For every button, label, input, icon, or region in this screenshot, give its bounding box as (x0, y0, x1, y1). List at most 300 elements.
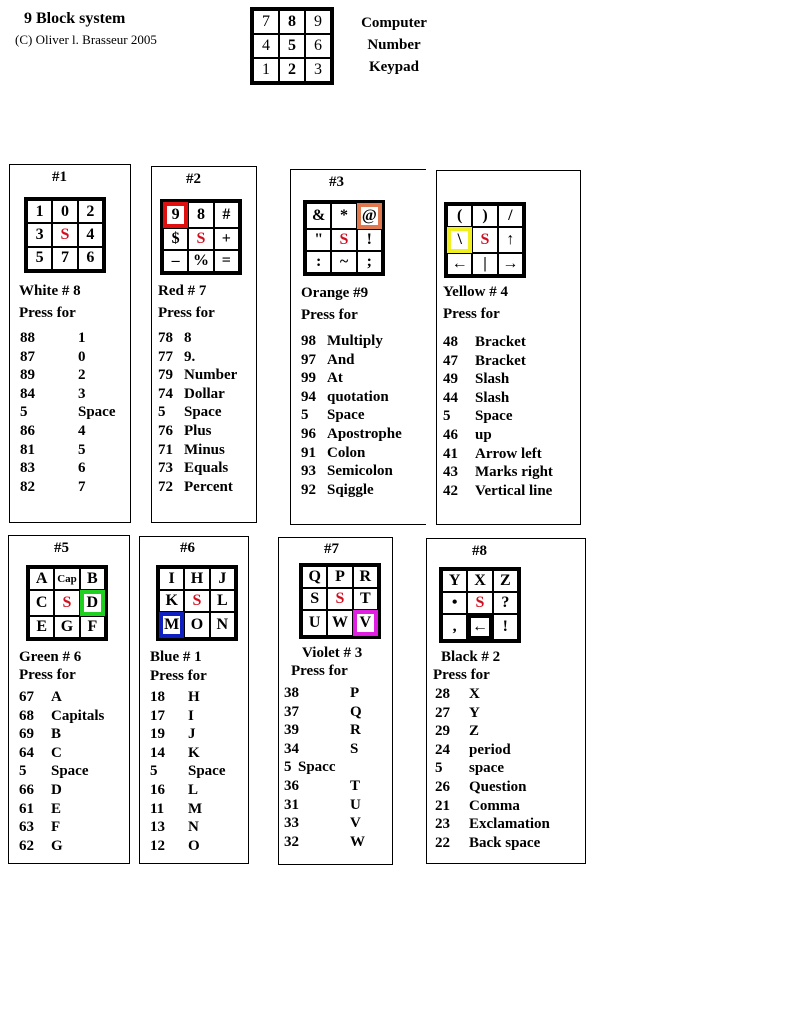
code-number: 38 (284, 685, 299, 701)
grid-cell: $ (163, 228, 188, 250)
code-meaning: Exclamation (469, 816, 550, 833)
code-list (435, 685, 550, 852)
highlighted-cell: \ (447, 227, 472, 253)
panel-number: #6 (180, 540, 195, 556)
code-number: 94 (301, 388, 316, 405)
grid-cell: X (467, 570, 492, 592)
panel-number: #5 (54, 540, 69, 556)
grid-cell: ) (472, 205, 497, 227)
code-number: 5 (301, 407, 309, 424)
grid-cell: U (302, 610, 327, 636)
code-meaning: 0 (78, 348, 86, 365)
grid-cell: K (159, 590, 184, 612)
code-number: 74 (158, 385, 173, 402)
code-meaning: Z (469, 723, 480, 740)
code-number: 72 (158, 478, 173, 495)
code-number: 36 (284, 777, 299, 794)
press-for-heading: Press for (433, 667, 490, 683)
code-row (435, 759, 550, 778)
keypad-label-line: Computer (361, 15, 427, 31)
code-row (443, 370, 553, 389)
code-number: 67 (19, 689, 34, 705)
code-row (20, 478, 116, 497)
code-row (150, 762, 226, 781)
code-meaning: Question (469, 778, 527, 795)
code-meaning: Space (51, 763, 89, 780)
color-label: Green # 6 (19, 649, 82, 665)
code-meaning: S (350, 740, 359, 757)
code-meaning: Y (469, 704, 480, 721)
code-list (19, 688, 104, 855)
code-number: 47 (443, 352, 458, 369)
code-meaning: 1 (78, 330, 86, 346)
code-number: 14 (150, 744, 165, 761)
block-panel-1 (9, 164, 131, 523)
code-number: 32 (284, 833, 299, 850)
code-meaning: B (51, 726, 62, 743)
press-for-heading: Press for (291, 663, 348, 679)
code-row (19, 818, 104, 837)
press-for-heading: Press for (301, 307, 358, 323)
code-list (301, 332, 402, 499)
code-meaning: Space (78, 404, 116, 421)
code-meaning: R (350, 722, 361, 739)
grid-cell: I (159, 568, 184, 590)
code-meaning: Dollar (184, 385, 225, 402)
code-number: 23 (435, 816, 450, 833)
color-label: Red # 7 (158, 283, 207, 299)
code-meaning: N (188, 819, 199, 836)
grid-cell: Q (302, 566, 327, 588)
code-number: 49 (443, 371, 458, 388)
code-row (284, 684, 365, 703)
code-number: 41 (443, 445, 458, 462)
code-number: 5 (435, 760, 443, 777)
code-number: 13 (150, 819, 165, 836)
grid-cell: ← (447, 253, 472, 275)
code-list (150, 688, 226, 855)
keypad-key: 2 (279, 58, 305, 82)
code-row (20, 459, 116, 478)
code-meaning: At (327, 370, 343, 387)
block-grid (299, 563, 381, 639)
code-meaning: Q (350, 703, 362, 720)
grid-cell: ( (447, 205, 472, 227)
code-row (435, 722, 550, 741)
code-number: 37 (284, 703, 299, 720)
code-meaning: Space (184, 404, 222, 421)
code-meaning: And (327, 351, 355, 368)
keypad-key: 4 (253, 34, 279, 58)
code-meaning: Sqiggle (327, 481, 374, 498)
code-meaning: 5 (78, 441, 86, 458)
block-grid (444, 202, 526, 278)
code-row (435, 797, 550, 816)
code-meaning: Back space (469, 834, 541, 851)
grid-cell: : (306, 251, 331, 273)
code-meaning: M (188, 800, 203, 817)
code-meaning: Apostrophe (327, 425, 402, 442)
code-number: 39 (284, 722, 299, 739)
code-number: 28 (435, 686, 450, 702)
code-row (301, 369, 402, 388)
grid-cell: – (163, 250, 188, 272)
copyright: (C) Oliver l. Brasseur 2005 (15, 32, 157, 47)
code-list (158, 329, 237, 496)
grid-cell: G (54, 616, 79, 638)
code-row (158, 422, 237, 441)
block-panel-3 (290, 169, 426, 525)
code-number: 48 (443, 334, 458, 350)
grid-cell: 0 (52, 200, 77, 223)
code-row (150, 781, 226, 800)
code-meaning: period (469, 741, 511, 758)
code-row (150, 725, 226, 744)
code-row (20, 422, 116, 441)
keypad-label-line: Keypad (368, 59, 419, 75)
grid-cell: • (442, 592, 467, 614)
code-number: 11 (150, 800, 165, 817)
code-number: 89 (20, 367, 35, 384)
code-row (435, 685, 550, 704)
code-row (435, 815, 550, 834)
code-number: 87 (20, 348, 35, 365)
code-meaning: Semicolon (327, 463, 393, 480)
code-number: 73 (158, 460, 173, 477)
highlighted-cell: D (80, 590, 105, 616)
code-meaning: 4 (78, 422, 86, 439)
code-row (158, 329, 237, 348)
code-row (284, 777, 365, 796)
code-row (443, 445, 553, 464)
color-label: Black # 2 (441, 649, 501, 665)
code-number: 81 (20, 441, 35, 458)
grid-cell: N (210, 612, 235, 638)
block-panel-6 (139, 536, 249, 864)
code-meaning: Percent (184, 478, 233, 495)
panel-number: #8 (472, 543, 487, 559)
grid-cell: + (214, 228, 239, 250)
grid-cell: ~ (331, 251, 356, 273)
code-row (284, 721, 365, 740)
code-meaning: 3 (78, 385, 86, 402)
code-number: 21 (435, 797, 450, 814)
code-number: 29 (435, 723, 450, 740)
highlighted-cell: 9 (163, 202, 188, 228)
grid-cell: ↑ (498, 227, 523, 253)
code-meaning: space (469, 760, 504, 777)
block-grid (156, 565, 238, 641)
number-keypad-diagram (250, 7, 334, 85)
code-meaning: K (188, 744, 200, 761)
code-meaning: 7 (78, 478, 86, 495)
block-grid (160, 199, 242, 275)
code-row (150, 837, 226, 856)
code-number: 96 (301, 425, 316, 442)
code-meaning: A (51, 689, 62, 705)
code-number: 16 (150, 781, 165, 798)
color-label: White # 8 (19, 283, 81, 299)
code-meaning: U (350, 796, 361, 813)
code-number: 76 (158, 422, 173, 439)
press-for-heading: Press for (19, 305, 76, 321)
code-row (20, 348, 116, 367)
code-number: 12 (150, 837, 165, 854)
code-row (301, 425, 402, 444)
code-meaning: Spacc (298, 759, 336, 776)
code-number: 88 (20, 330, 35, 346)
code-number: 43 (443, 464, 458, 481)
press-for-heading: Press for (443, 306, 500, 322)
color-label: Orange #9 (301, 285, 369, 301)
code-list (284, 684, 365, 851)
code-meaning: W (350, 833, 365, 850)
grid-cell: E (29, 616, 54, 638)
code-meaning: X (469, 686, 480, 702)
code-number: 84 (20, 385, 35, 402)
color-label: Violet # 3 (302, 645, 363, 661)
code-row (284, 814, 365, 833)
grid-cell: 7 (52, 247, 77, 270)
code-row (443, 463, 553, 482)
code-number: 26 (435, 778, 450, 795)
code-meaning: Space (188, 763, 226, 780)
color-label: Yellow # 4 (443, 284, 508, 300)
block-panel-4 (436, 170, 581, 525)
code-meaning: 6 (78, 460, 86, 477)
press-for-heading: Press for (19, 667, 76, 683)
code-row (435, 834, 550, 853)
code-meaning: Multiply (327, 333, 383, 349)
color-label: Blue # 1 (150, 649, 202, 665)
code-row (150, 818, 226, 837)
code-row (19, 744, 104, 763)
code-number: 24 (435, 741, 450, 758)
code-meaning: Slash (475, 371, 510, 388)
grid-cell: | (472, 253, 497, 275)
block-panel-5 (8, 535, 130, 864)
code-meaning: Bracket (475, 352, 526, 369)
code-number: 18 (150, 689, 165, 705)
code-row (301, 481, 402, 500)
code-row (150, 688, 226, 707)
code-number: 42 (443, 482, 458, 499)
code-meaning: Slash (475, 389, 510, 406)
code-row (284, 833, 365, 852)
block-panel-2 (151, 166, 257, 523)
grid-cell: ! (357, 229, 382, 251)
code-row (284, 703, 365, 722)
code-number: 99 (301, 370, 316, 387)
code-number: 5 (158, 404, 166, 421)
code-meaning: O (188, 837, 200, 854)
code-meaning: Number (184, 367, 238, 384)
grid-cell: L (210, 590, 235, 612)
code-row (443, 352, 553, 371)
code-meaning: E (51, 800, 62, 817)
code-row (150, 800, 226, 819)
code-number: 93 (301, 463, 316, 480)
space-cell: S (472, 227, 497, 253)
code-meaning: L (188, 781, 199, 798)
grid-cell: ! (493, 614, 518, 640)
code-row (435, 778, 550, 797)
press-for-heading: Press for (158, 305, 215, 321)
code-row (158, 348, 237, 367)
code-number: 79 (158, 367, 173, 384)
code-meaning: H (188, 689, 200, 705)
grid-cell: Y (442, 570, 467, 592)
code-number: 83 (20, 460, 35, 477)
code-meaning: T (350, 777, 361, 794)
code-number: 5 (150, 763, 158, 780)
code-row (284, 740, 365, 759)
code-number: 66 (19, 781, 34, 798)
block-grid (303, 200, 385, 276)
code-meaning: V (350, 815, 361, 832)
code-number: 71 (158, 441, 173, 458)
code-meaning: Minus (184, 441, 225, 458)
code-row (301, 332, 402, 351)
code-row (301, 444, 402, 463)
code-row (435, 741, 550, 760)
code-row (435, 704, 550, 723)
code-meaning: Space (475, 408, 513, 425)
grid-cell: 2 (78, 200, 103, 223)
code-list (20, 329, 116, 496)
code-row (301, 406, 402, 425)
grid-cell: → (498, 253, 523, 275)
code-meaning: Colon (327, 444, 366, 461)
code-meaning: C (51, 744, 62, 761)
code-meaning: 8 (184, 330, 192, 346)
keypad-key: 6 (305, 34, 331, 58)
grid-cell: Z (493, 570, 518, 592)
code-row (284, 796, 365, 815)
grid-cell: B (80, 568, 105, 590)
code-number: 62 (19, 837, 34, 854)
code-row (19, 800, 104, 819)
code-number: 86 (20, 422, 35, 439)
grid-cell: C (29, 590, 54, 616)
keypad-key: 8 (279, 10, 305, 34)
panel-number: #3 (329, 174, 344, 190)
code-number: 34 (284, 740, 299, 757)
code-number: 17 (150, 707, 165, 724)
code-number: 5 (20, 404, 28, 421)
code-row (19, 762, 104, 781)
block-grid (439, 567, 521, 643)
code-meaning: P (350, 685, 360, 701)
space-cell: S (188, 228, 213, 250)
code-number: 77 (158, 348, 173, 365)
code-row (19, 781, 104, 800)
code-meaning: Bracket (475, 334, 526, 350)
grid-cell: * (331, 203, 356, 229)
code-number: 19 (150, 726, 165, 743)
grid-cell: F (80, 616, 105, 638)
code-row (158, 441, 237, 460)
grid-cell: P (327, 566, 352, 588)
code-row (150, 707, 226, 726)
code-row (443, 407, 553, 426)
code-row (301, 388, 402, 407)
grid-cell: R (353, 566, 378, 588)
grid-cell: # (214, 202, 239, 228)
page-title: 9 Block system (24, 10, 126, 27)
code-number: 82 (20, 478, 35, 495)
block-panel-7 (278, 537, 393, 865)
grid-cell: 4 (78, 223, 103, 246)
keypad-key: 7 (253, 10, 279, 34)
grid-cell: 5 (27, 247, 52, 270)
grid-cell: A (29, 568, 54, 590)
panel-number: #7 (324, 541, 339, 557)
code-number: 5 (284, 759, 292, 776)
grid-cell: 1 (27, 200, 52, 223)
code-row (284, 758, 365, 777)
code-number: 31 (284, 796, 299, 813)
code-row (19, 837, 104, 856)
space-cell: S (327, 588, 352, 610)
code-meaning: up (475, 426, 492, 443)
grid-cell: 8 (188, 202, 213, 228)
keypad-key: 3 (305, 58, 331, 82)
code-number: 22 (435, 834, 450, 851)
space-cell: S (467, 592, 492, 614)
code-number: 92 (301, 481, 316, 498)
keypad-key: 9 (305, 10, 331, 34)
keypad-key: 1 (253, 58, 279, 82)
code-number: 63 (19, 819, 34, 836)
code-number: 64 (19, 744, 34, 761)
block-panel-8 (426, 538, 586, 864)
grid-cell: = (214, 250, 239, 272)
code-meaning: I (188, 707, 194, 724)
highlighted-cell: ← (467, 614, 492, 640)
code-number: 5 (19, 763, 27, 780)
grid-cell: O (184, 612, 209, 638)
block-grid (24, 197, 106, 273)
code-meaning: Plus (184, 422, 212, 439)
space-cell: S (52, 223, 77, 246)
space-cell: S (331, 229, 356, 251)
code-number: 78 (158, 330, 173, 346)
grid-cell: % (188, 250, 213, 272)
grid-cell: ; (357, 251, 382, 273)
code-number: 61 (19, 800, 34, 817)
grid-cell: Cap (54, 568, 79, 590)
space-cell: S (54, 590, 79, 616)
grid-cell: J (210, 568, 235, 590)
code-row (158, 459, 237, 478)
code-number: 69 (19, 726, 34, 743)
code-row (158, 403, 237, 422)
code-number: 97 (301, 351, 316, 368)
code-row (20, 385, 116, 404)
code-row (301, 462, 402, 481)
grid-cell: 6 (78, 247, 103, 270)
code-number: 44 (443, 389, 458, 406)
space-cell: S (184, 590, 209, 612)
grid-cell: W (327, 610, 352, 636)
code-row (150, 744, 226, 763)
code-meaning: Vertical line (475, 482, 553, 499)
block-grid (26, 565, 108, 641)
highlighted-cell: M (159, 612, 184, 638)
keypad-key: 5 (279, 34, 305, 58)
code-row (19, 725, 104, 744)
